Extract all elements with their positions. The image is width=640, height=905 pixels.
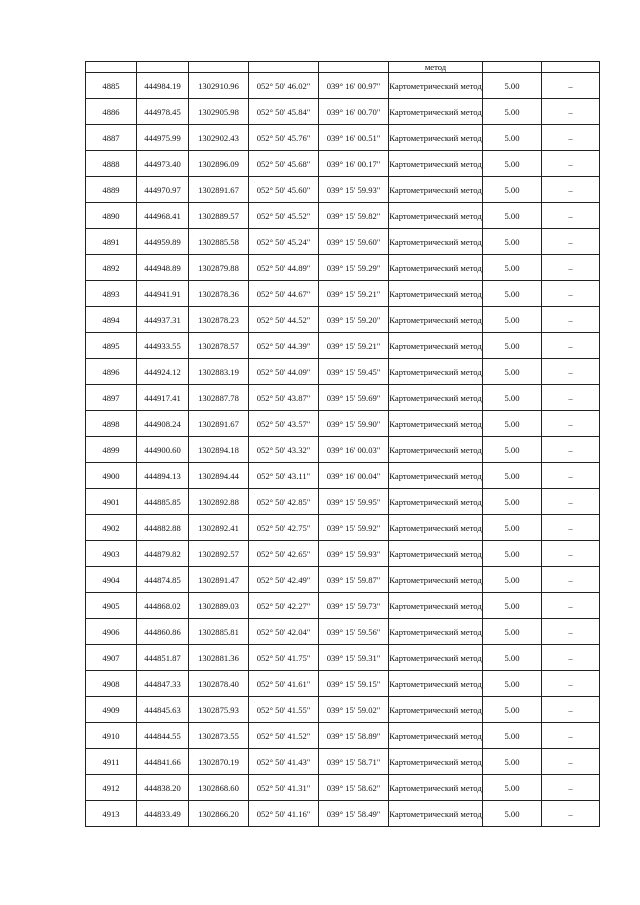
cell-x: 444894.13 [137,463,189,489]
cell-x: 444847.33 [137,671,189,697]
cell-extra: – [542,645,600,671]
cell-method: Картометрический метод [389,73,483,99]
cell-number: 4887 [86,125,137,151]
cell-accuracy: 5.00 [483,463,542,489]
cell-extra: – [542,307,600,333]
cell-extra: – [542,489,600,515]
cell-latitude: 052° 50' 42.75" [249,515,319,541]
cell-number: 4899 [86,437,137,463]
cell-x: 444833.49 [137,801,189,827]
cell-number: 4896 [86,359,137,385]
cell-accuracy: 5.00 [483,671,542,697]
cell-longitude: 039° 16' 00.51" [319,125,389,151]
cell-latitude: 052° 50' 41.16" [249,801,319,827]
cell-extra: – [542,567,600,593]
table-body [86,62,600,827]
cell-number: 4895 [86,333,137,359]
cell-number: 4886 [86,99,137,125]
cell-extra: – [542,437,600,463]
cell-method: Картометрический метод [389,541,483,567]
cell-extra: – [542,723,600,749]
cell-accuracy: 5.00 [483,723,542,749]
cell-longitude: 039° 15' 59.20" [319,307,389,333]
cell-method: Картометрический метод [389,437,483,463]
cell-x: 444959.89 [137,229,189,255]
cell-extra: – [542,411,600,437]
cell-accuracy: 5.00 [483,411,542,437]
cell-y [189,62,249,73]
cell-longitude: 039° 15' 59.29" [319,255,389,281]
cell-extra: – [542,697,600,723]
cell-latitude: 052° 50' 43.32" [249,437,319,463]
cell-extra: – [542,125,600,151]
cell-extra: – [542,255,600,281]
cell-extra: – [542,671,600,697]
cell-y: 1302889.03 [189,593,249,619]
cell-number: 4913 [86,801,137,827]
cell-number: 4897 [86,385,137,411]
cell-accuracy: 5.00 [483,307,542,333]
cell-latitude: 052° 50' 45.68" [249,151,319,177]
table-row [86,645,600,671]
cell-y: 1302885.58 [189,229,249,255]
cell-latitude: 052° 50' 44.67" [249,281,319,307]
cell-latitude: 052° 50' 41.61" [249,671,319,697]
cell-number: 4894 [86,307,137,333]
cell-longitude: 039° 15' 58.62" [319,775,389,801]
cell-latitude: 052° 50' 41.31" [249,775,319,801]
cell-accuracy: 5.00 [483,125,542,151]
cell-latitude: 052° 50' 44.89" [249,255,319,281]
cell-accuracy: 5.00 [483,151,542,177]
cell-extra: – [542,177,600,203]
cell-y: 1302881.36 [189,645,249,671]
cell-x: 444879.82 [137,541,189,567]
cell-y: 1302910.96 [189,73,249,99]
cell-latitude: 052° 50' 43.57" [249,411,319,437]
cell-x: 444874.85 [137,567,189,593]
cell-x: 444968.41 [137,203,189,229]
cell-method: Картометрический метод [389,567,483,593]
table-row [86,723,600,749]
table-row [86,307,600,333]
cell-y: 1302892.41 [189,515,249,541]
cell-number: 4890 [86,203,137,229]
cell-longitude: 039° 15' 59.56" [319,619,389,645]
cell-longitude: 039° 16' 00.03" [319,437,389,463]
cell-latitude: 052° 50' 41.52" [249,723,319,749]
cell-x: 444868.02 [137,593,189,619]
table-row [86,255,600,281]
cell-latitude: 052° 50' 43.87" [249,385,319,411]
table-row [86,619,600,645]
cell-y: 1302892.88 [189,489,249,515]
cell-extra: – [542,749,600,775]
table-row [86,203,600,229]
cell-method: Картометрический метод [389,125,483,151]
cell-latitude: 052° 50' 45.52" [249,203,319,229]
cell-x: 444941.91 [137,281,189,307]
cell-method: Картометрический метод [389,255,483,281]
cell-x: 444851.87 [137,645,189,671]
cell-number: 4888 [86,151,137,177]
cell-latitude: 052° 50' 44.39" [249,333,319,359]
cell-method: Картометрический метод [389,333,483,359]
cell-method: Картометрический метод [389,697,483,723]
cell-x: 444845.63 [137,697,189,723]
cell-accuracy: 5.00 [483,567,542,593]
cell-method: метод [389,62,483,73]
cell-y: 1302896.09 [189,151,249,177]
cell-method: Картометрический метод [389,463,483,489]
cell-longitude: 039° 16' 00.97" [319,73,389,99]
cell-x: 444975.99 [137,125,189,151]
cell-y: 1302891.47 [189,567,249,593]
cell-y: 1302885.81 [189,619,249,645]
cell-latitude: 052° 50' 41.43" [249,749,319,775]
cell-accuracy: 5.00 [483,645,542,671]
cell-y: 1302894.44 [189,463,249,489]
cell-x: 444937.31 [137,307,189,333]
cell-extra: – [542,151,600,177]
cell-y: 1302873.55 [189,723,249,749]
cell-accuracy: 5.00 [483,775,542,801]
cell-x: 444973.40 [137,151,189,177]
table-row [86,463,600,489]
table-row [86,385,600,411]
cell-latitude: 052° 50' 44.52" [249,307,319,333]
cell-method: Картометрический метод [389,151,483,177]
cell-y: 1302892.57 [189,541,249,567]
cell-x: 444917.41 [137,385,189,411]
cell-y: 1302875.93 [189,697,249,723]
cell-x: 444924.12 [137,359,189,385]
cell-method: Картометрический метод [389,801,483,827]
cell-method: Картометрический метод [389,229,483,255]
cell-y: 1302887.78 [189,385,249,411]
cell-longitude: 039° 15' 59.31" [319,645,389,671]
cell-accuracy: 5.00 [483,229,542,255]
cell-method: Картометрический метод [389,307,483,333]
cell-number: 4904 [86,567,137,593]
cell-latitude [249,62,319,73]
cell-number: 4906 [86,619,137,645]
cell-y: 1302870.19 [189,749,249,775]
cell-x: 444841.66 [137,749,189,775]
cell-longitude: 039° 15' 59.82" [319,203,389,229]
cell-longitude: 039° 15' 59.93" [319,541,389,567]
cell-number: 4905 [86,593,137,619]
cell-extra: – [542,619,600,645]
cell-longitude: 039° 15' 59.69" [319,385,389,411]
cell-extra: – [542,775,600,801]
cell-longitude: 039° 16' 00.70" [319,99,389,125]
cell-longitude: 039° 15' 58.89" [319,723,389,749]
cell-y: 1302905.98 [189,99,249,125]
cell-accuracy: 5.00 [483,359,542,385]
cell-number: 4885 [86,73,137,99]
cell-extra: – [542,229,600,255]
cell-latitude: 052° 50' 41.55" [249,697,319,723]
cell-latitude: 052° 50' 42.65" [249,541,319,567]
cell-extra: – [542,333,600,359]
cell-latitude: 052° 50' 46.02" [249,73,319,99]
table-row-continued [86,62,600,73]
cell-number: 4901 [86,489,137,515]
cell-longitude: 039° 15' 59.02" [319,697,389,723]
cell-accuracy: 5.00 [483,541,542,567]
cell-accuracy: 5.00 [483,749,542,775]
cell-method: Картометрический метод [389,749,483,775]
cell-y: 1302878.36 [189,281,249,307]
cell-latitude: 052° 50' 42.85" [249,489,319,515]
cell-longitude: 039° 15' 59.15" [319,671,389,697]
cell-longitude: 039° 15' 59.21" [319,281,389,307]
cell-number: 4912 [86,775,137,801]
cell-latitude: 052° 50' 43.11" [249,463,319,489]
cell-extra: – [542,515,600,541]
cell-longitude: 039° 15' 58.71" [319,749,389,775]
cell-accuracy: 5.00 [483,801,542,827]
table-row [86,99,600,125]
cell-y: 1302878.40 [189,671,249,697]
cell-longitude: 039° 15' 58.49" [319,801,389,827]
cell-latitude: 052° 50' 42.04" [249,619,319,645]
cell-y: 1302891.67 [189,411,249,437]
cell-x: 444838.20 [137,775,189,801]
cell-accuracy: 5.00 [483,515,542,541]
coordinates-table [85,61,600,827]
table-row [86,359,600,385]
cell-latitude: 052° 50' 44.09" [249,359,319,385]
table-row [86,775,600,801]
cell-accuracy: 5.00 [483,281,542,307]
cell-number: 4909 [86,697,137,723]
cell-accuracy: 5.00 [483,437,542,463]
cell-accuracy: 5.00 [483,333,542,359]
cell-extra: – [542,281,600,307]
cell-number: 4898 [86,411,137,437]
cell-method: Картометрический метод [389,281,483,307]
cell-number: 4891 [86,229,137,255]
cell-method: Картометрический метод [389,723,483,749]
cell-y: 1302889.57 [189,203,249,229]
cell-extra: – [542,593,600,619]
cell-number: 4911 [86,749,137,775]
cell-method: Картометрический метод [389,619,483,645]
cell-longitude: 039° 15' 59.90" [319,411,389,437]
table-row [86,671,600,697]
cell-x: 444978.45 [137,99,189,125]
cell-method: Картометрический метод [389,385,483,411]
table-row [86,515,600,541]
cell-longitude: 039° 15' 59.93" [319,177,389,203]
cell-y: 1302891.67 [189,177,249,203]
table-row [86,229,600,255]
cell-extra: – [542,359,600,385]
cell-extra: – [542,203,600,229]
cell-extra: – [542,801,600,827]
cell-accuracy: 5.00 [483,99,542,125]
cell-longitude: 039° 16' 00.04" [319,463,389,489]
cell-accuracy: 5.00 [483,697,542,723]
cell-longitude: 039° 15' 59.95" [319,489,389,515]
cell-longitude: 039° 15' 59.45" [319,359,389,385]
cell-y: 1302879.88 [189,255,249,281]
table-row [86,73,600,99]
cell-method: Картометрический метод [389,645,483,671]
cell-method: Картометрический метод [389,359,483,385]
cell-accuracy: 5.00 [483,385,542,411]
cell-number [86,62,137,73]
cell-method: Картометрический метод [389,671,483,697]
cell-accuracy: 5.00 [483,73,542,99]
cell-x: 444900.60 [137,437,189,463]
cell-accuracy: 5.00 [483,177,542,203]
cell-y: 1302902.43 [189,125,249,151]
cell-method: Картометрический метод [389,593,483,619]
cell-x: 444885.85 [137,489,189,515]
table-row [86,567,600,593]
cell-extra: – [542,73,600,99]
table-row [86,437,600,463]
cell-latitude: 052° 50' 41.75" [249,645,319,671]
cell-latitude: 052° 50' 42.27" [249,593,319,619]
table-row [86,125,600,151]
cell-number: 4908 [86,671,137,697]
cell-method: Картометрический метод [389,177,483,203]
cell-extra [542,62,600,73]
cell-accuracy: 5.00 [483,255,542,281]
cell-longitude [319,62,389,73]
cell-extra: – [542,463,600,489]
cell-x [137,62,189,73]
cell-x: 444908.24 [137,411,189,437]
table-row [86,281,600,307]
table-row [86,541,600,567]
cell-method: Картометрический метод [389,411,483,437]
cell-latitude: 052° 50' 42.49" [249,567,319,593]
table-row [86,593,600,619]
cell-longitude: 039° 15' 59.92" [319,515,389,541]
cell-y: 1302894.18 [189,437,249,463]
table-row [86,801,600,827]
cell-method: Картометрический метод [389,515,483,541]
cell-y: 1302866.20 [189,801,249,827]
cell-number: 4893 [86,281,137,307]
cell-extra: – [542,99,600,125]
cell-method: Картометрический метод [389,99,483,125]
cell-x: 444882.88 [137,515,189,541]
cell-method: Картометрический метод [389,775,483,801]
cell-latitude: 052° 50' 45.24" [249,229,319,255]
cell-number: 4902 [86,515,137,541]
cell-accuracy [483,62,542,73]
cell-extra: – [542,385,600,411]
cell-accuracy: 5.00 [483,593,542,619]
cell-x: 444970.97 [137,177,189,203]
cell-number: 4889 [86,177,137,203]
cell-longitude: 039° 15' 59.73" [319,593,389,619]
table-row [86,333,600,359]
cell-y: 1302878.23 [189,307,249,333]
cell-method: Картометрический метод [389,203,483,229]
cell-number: 4910 [86,723,137,749]
cell-x: 444933.55 [137,333,189,359]
cell-extra: – [542,541,600,567]
cell-accuracy: 5.00 [483,203,542,229]
cell-y: 1302868.60 [189,775,249,801]
cell-x: 444844.55 [137,723,189,749]
cell-x: 444984.19 [137,73,189,99]
table-row [86,177,600,203]
cell-method: Картометрический метод [389,489,483,515]
cell-y: 1302878.57 [189,333,249,359]
cell-x: 444948.89 [137,255,189,281]
cell-accuracy: 5.00 [483,619,542,645]
cell-number: 4900 [86,463,137,489]
cell-longitude: 039° 15' 59.87" [319,567,389,593]
cell-accuracy: 5.00 [483,489,542,515]
cell-number: 4903 [86,541,137,567]
table-row [86,697,600,723]
cell-longitude: 039° 15' 59.21" [319,333,389,359]
cell-longitude: 039° 15' 59.60" [319,229,389,255]
cell-number: 4907 [86,645,137,671]
cell-y: 1302883.19 [189,359,249,385]
table-row [86,749,600,775]
table-row [86,411,600,437]
cell-latitude: 052° 50' 45.60" [249,177,319,203]
cell-latitude: 052° 50' 45.76" [249,125,319,151]
cell-x: 444860.86 [137,619,189,645]
cell-number: 4892 [86,255,137,281]
cell-latitude: 052° 50' 45.84" [249,99,319,125]
cell-longitude: 039° 16' 00.17" [319,151,389,177]
table-row [86,151,600,177]
table-row [86,489,600,515]
